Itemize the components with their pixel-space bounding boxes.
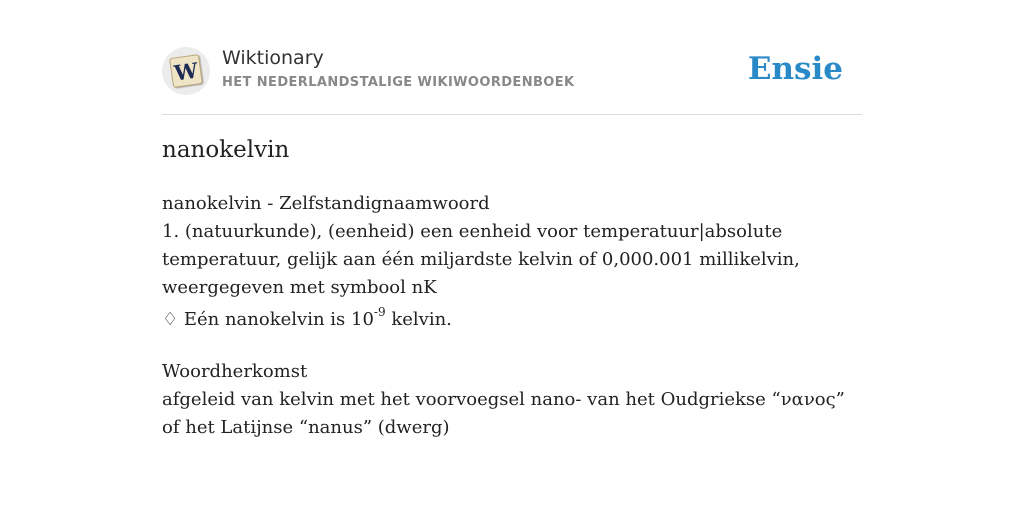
- definition-text: 1. (natuurkunde), (eenheid) een eenheid voor temperatuur|absolute temperatuur, gelijk aan één miljardste kelvin of 0,000.001 millikelvin, weergegeven met symbool nK: [162, 221, 800, 298]
- example-exponent: -9: [373, 305, 386, 319]
- entry-title: nanokelvin: [162, 137, 290, 163]
- page-container: [162, 0, 862, 438]
- example-sentence: [162, 306, 862, 334]
- wiktionary-logo[interactable]: [162, 47, 210, 95]
- ensie-brand-logo[interactable]: Ensie: [747, 51, 843, 87]
- example-suffix: kelvin.: [385, 309, 452, 330]
- w-tile-icon: W: [169, 54, 203, 88]
- etymology-text: afgeleid van kelvin met het voorvoegsel nano- van het Oudgriekse “νανος” of het Latijnse “nanus” (dwerg): [162, 389, 845, 438]
- site-name[interactable]: Wiktionary: [222, 47, 324, 69]
- site-header: [162, 0, 862, 115]
- example-prefix: ♢ Eén nanokelvin is 10: [162, 309, 374, 330]
- part-of-speech-line: nanokelvin - Zelfstandignaamwoord: [162, 193, 490, 214]
- site-tagline: HET NEDERLANDSTALIGE WIKIWOORDENBOEK: [222, 75, 575, 90]
- etymology-heading: Woordherkomst: [162, 361, 308, 382]
- section-spacer: [162, 334, 862, 358]
- entry-body: [162, 190, 862, 442]
